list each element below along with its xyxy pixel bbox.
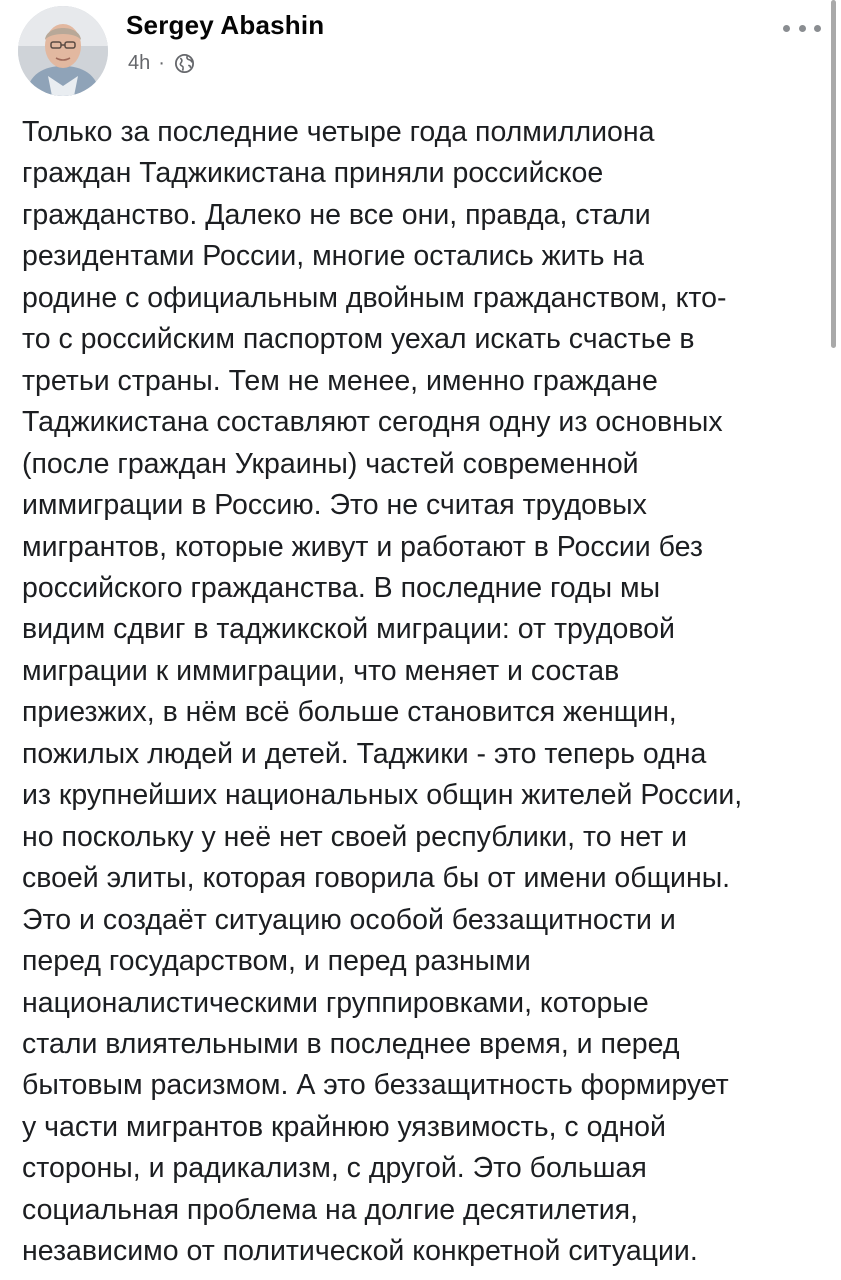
more-dot [783,25,790,32]
more-dot [814,25,821,32]
post-meta [128,52,195,75]
scrollbar[interactable] [831,0,836,348]
post-header [18,6,823,98]
author-name[interactable]: Sergey Abashin [126,10,325,40]
author-avatar[interactable] [18,6,108,96]
more-dot [799,25,806,32]
more-options-icon[interactable] [783,16,821,40]
globe-icon[interactable] [174,53,195,74]
post-time[interactable]: 4h [128,52,151,74]
author-photo [18,6,108,96]
post-text: Только за последние четыре года полмиллиона граждан Таджикистана приняли российское гражданство. Далеко не все они, правда, стали резидентами России, многие остались жить на родине с официальным двойным гражданством, кто- то с российским паспортом уехал искать счастье в третьи страны. Тем не менее, именно граждане Таджикистана составляют сегодня одну из основных (после граждан Украины) частей современной иммиграции в Россию. Это не считая трудовых мигрантов, которые живут и работают в России без российского гражданства. В последние годы мы видим сдвиг в таджикской миграции: от трудовой миграции к иммиграции, что меняет и состав приезжих, в нём всё больше становится женщин, пожилых людей и детей. Таджики - это теперь одна из крупнейших национальных общин жителей России, но поскольку у неё нет своей республики, то нет и своей элиты, которая говорила бы от имени общины. Это и создаёт ситуацию особой беззащитности и перед государством, и перед разными националистическими группировками, которые стали влиятельными в последнее время, и перед бытовым расизмом. А это беззащитность формирует у части мигрантов крайнюю уязвимость, с одной стороны, и радикализм, с другой. Это большая социальная проблема на долгие десятилетия, независимо от политической конкретной ситуации. [22,116,743,1268]
meta-separator: · [158,52,165,74]
